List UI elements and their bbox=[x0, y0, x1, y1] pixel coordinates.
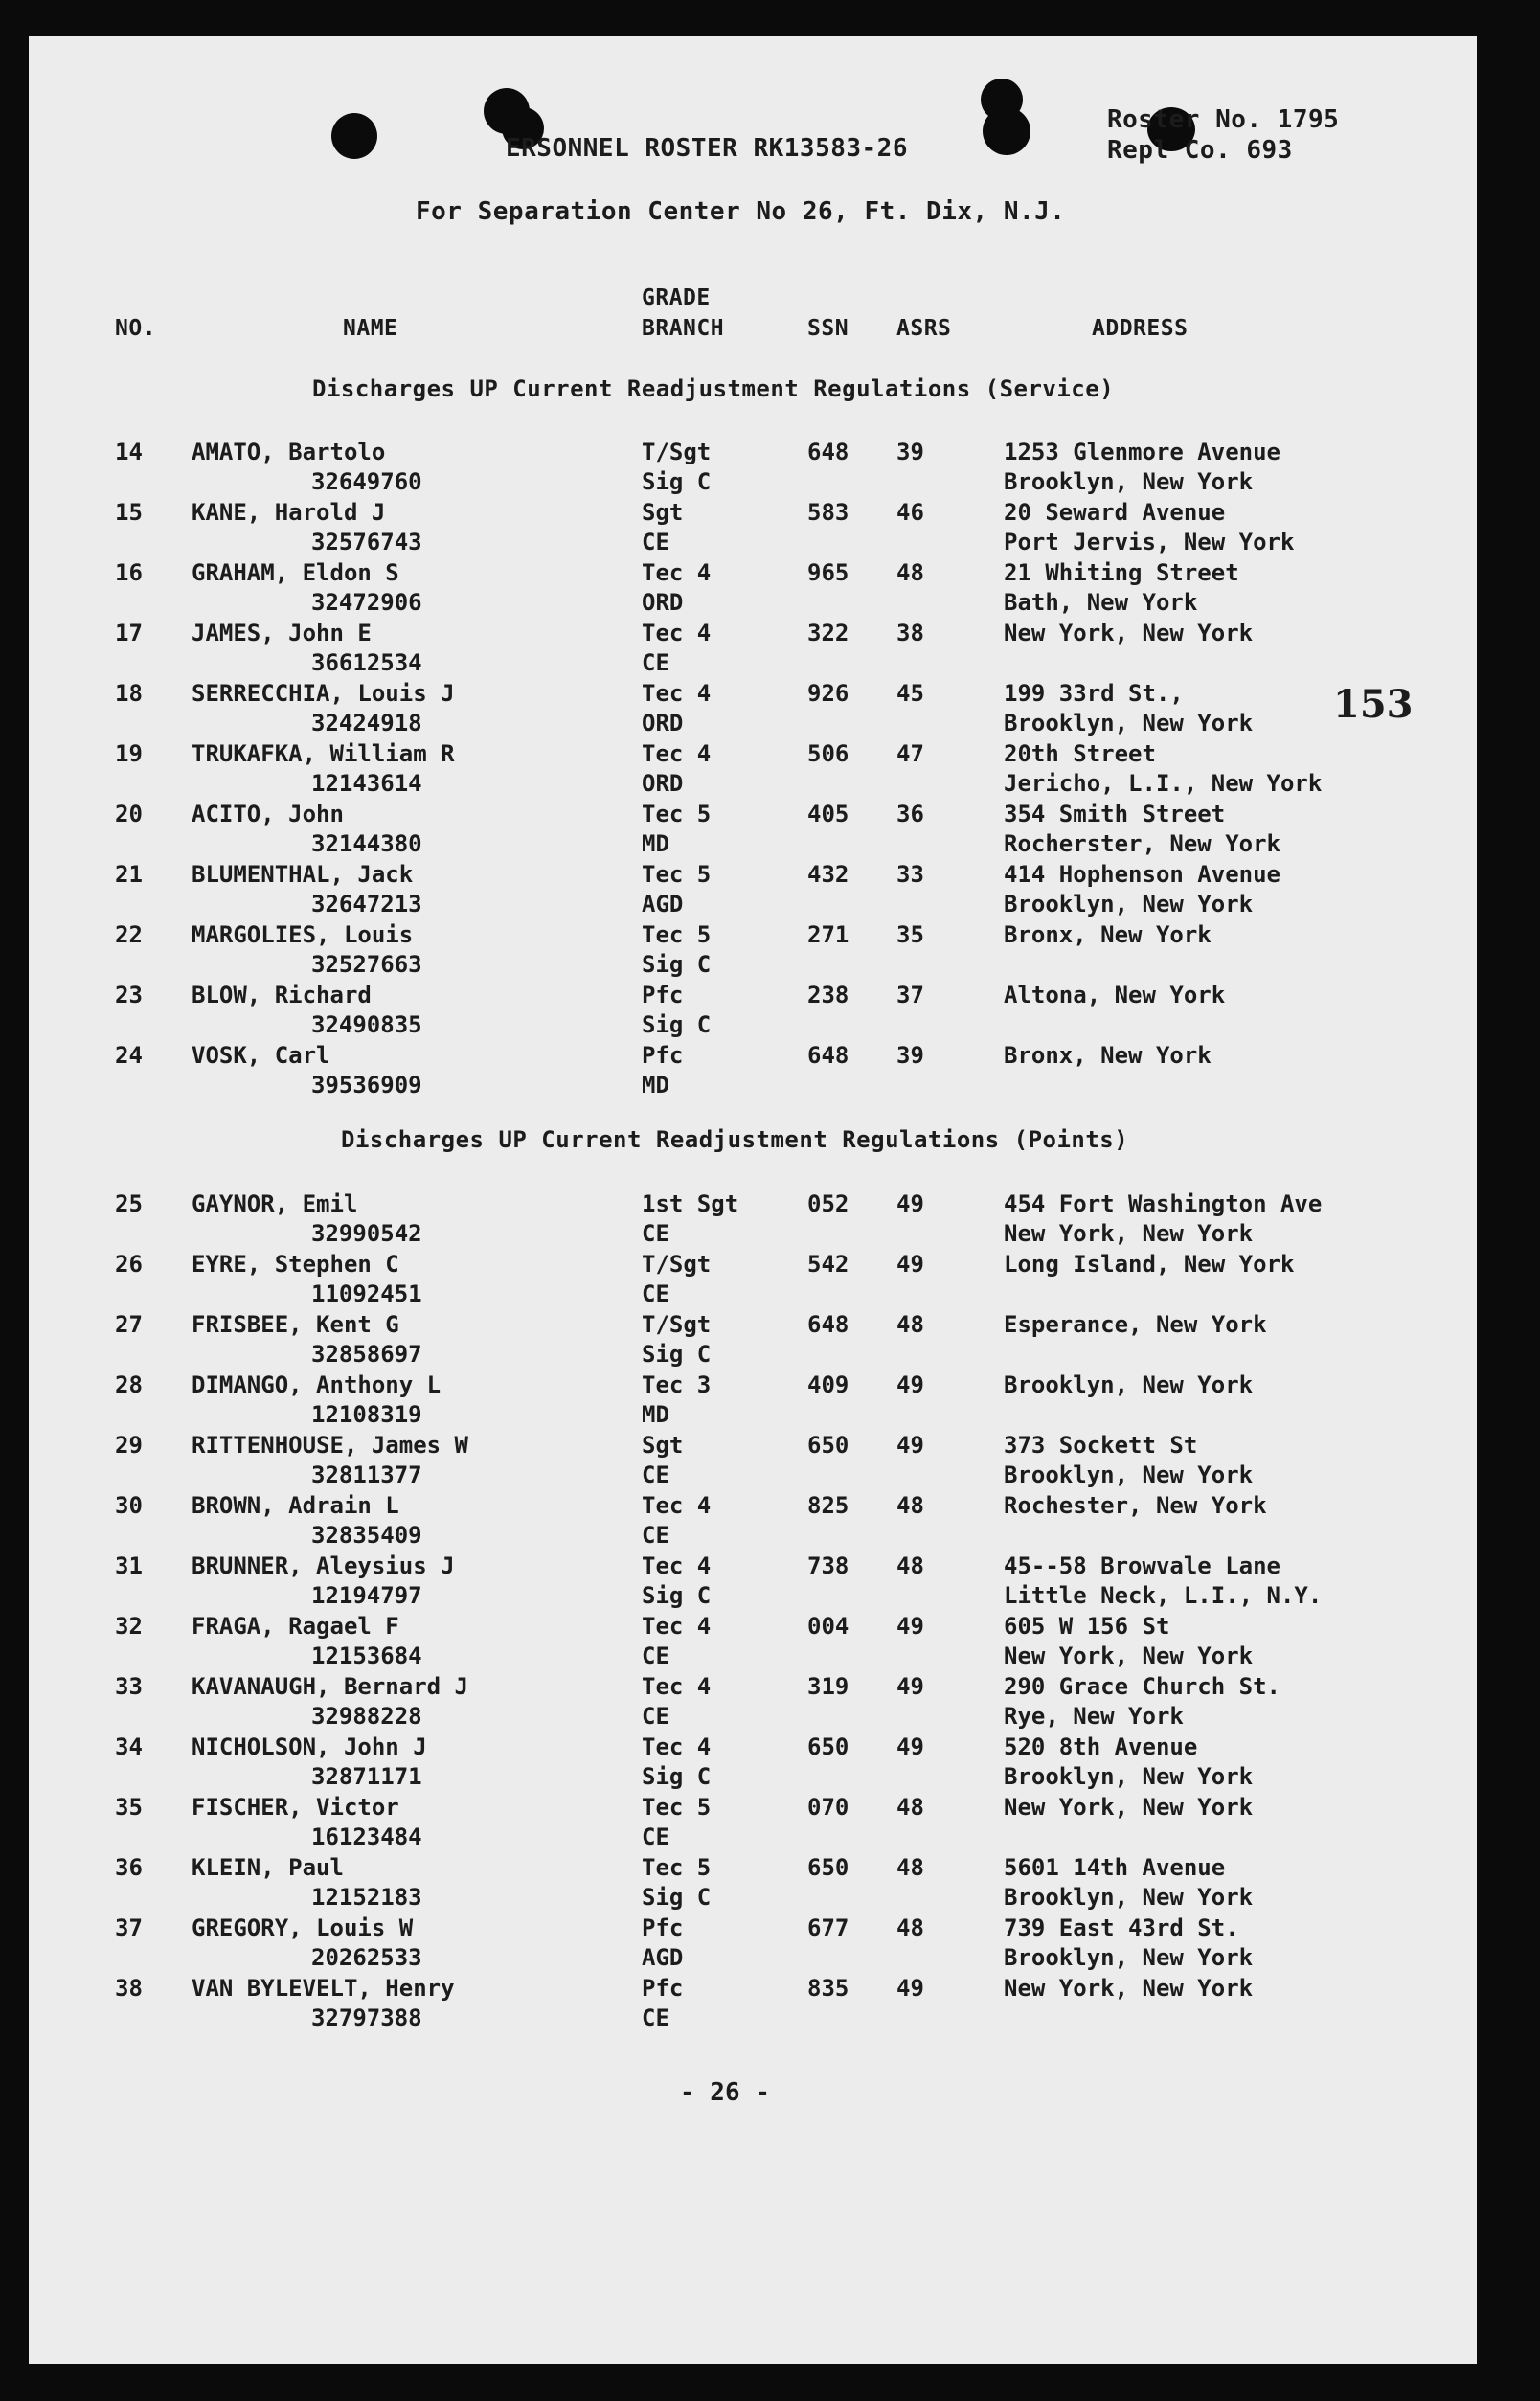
serial-number: 32835409 bbox=[311, 1522, 422, 1549]
grade: T/Sgt bbox=[642, 1311, 712, 1338]
serial-number: 32858697 bbox=[311, 1341, 422, 1368]
soldier-name: EYRE, Stephen C bbox=[192, 1251, 399, 1278]
ssn: 052 bbox=[807, 1190, 849, 1217]
roster-row bbox=[0, 920, 1540, 981]
serial-number: 36612534 bbox=[311, 649, 422, 676]
address-line-1: New York, New York bbox=[1004, 620, 1254, 646]
roster-row bbox=[0, 438, 1540, 498]
ssn: 738 bbox=[807, 1552, 849, 1579]
serial-number: 32990542 bbox=[311, 1220, 422, 1247]
asrs-score: 33 bbox=[896, 861, 924, 888]
grade: Tec 4 bbox=[642, 680, 712, 707]
soldier-name: FISCHER, Victor bbox=[192, 1794, 399, 1821]
roster-row bbox=[0, 1250, 1540, 1310]
asrs-score: 49 bbox=[896, 1613, 924, 1640]
serial-number: 39536909 bbox=[311, 1072, 422, 1099]
soldier-name: KANE, Harold J bbox=[192, 499, 386, 526]
grade: Tec 5 bbox=[642, 861, 712, 888]
soldier-name: BROWN, Adrain L bbox=[192, 1492, 399, 1519]
section-heading-points: Discharges UP Current Readjustment Regulations (Points) bbox=[341, 1126, 1129, 1153]
row-number: 22 bbox=[115, 921, 143, 948]
branch: CE bbox=[642, 1220, 669, 1247]
row-number: 38 bbox=[115, 1975, 143, 2002]
address-line-2: Brooklyn, New York bbox=[1004, 1461, 1254, 1488]
asrs-score: 49 bbox=[896, 1673, 924, 1700]
row-number: 23 bbox=[115, 982, 143, 1008]
branch: Sig C bbox=[642, 1011, 712, 1038]
address-line-1: 1253 Glenmore Avenue bbox=[1004, 439, 1280, 465]
roster-row bbox=[0, 1672, 1540, 1733]
grade: Tec 4 bbox=[642, 1552, 712, 1579]
serial-number: 12108319 bbox=[311, 1401, 422, 1428]
ssn: 583 bbox=[807, 499, 849, 526]
col-header-no: NO. bbox=[115, 316, 157, 341]
ssn: 650 bbox=[807, 1733, 849, 1760]
branch: CE bbox=[642, 1461, 669, 1488]
soldier-name: MARGOLIES, Louis bbox=[192, 921, 414, 948]
col-header-grade: GRADE bbox=[642, 285, 711, 310]
address-line-2: Jericho, L.I., New York bbox=[1004, 770, 1323, 797]
grade: 1st Sgt bbox=[642, 1190, 739, 1217]
asrs-score: 47 bbox=[896, 740, 924, 767]
asrs-score: 39 bbox=[896, 1042, 924, 1069]
col-header-ssn: SSN bbox=[807, 316, 849, 341]
address-line-1: 605 W 156 St bbox=[1004, 1613, 1170, 1640]
asrs-score: 46 bbox=[896, 499, 924, 526]
serial-number: 32527663 bbox=[311, 951, 422, 978]
address-line-1: New York, New York bbox=[1004, 1975, 1254, 2002]
address-line-1: Brooklyn, New York bbox=[1004, 1371, 1254, 1398]
roster-row bbox=[0, 1189, 1540, 1250]
address-line-1: Esperance, New York bbox=[1004, 1311, 1267, 1338]
serial-number: 12152183 bbox=[311, 1884, 422, 1911]
soldier-name: ACITO, John bbox=[192, 801, 344, 827]
serial-number: 32490835 bbox=[311, 1011, 422, 1038]
roster-row bbox=[0, 1370, 1540, 1431]
soldier-name: GREGORY, Louis W bbox=[192, 1914, 414, 1941]
row-number: 19 bbox=[115, 740, 143, 767]
branch: Sig C bbox=[642, 1884, 712, 1911]
address-line-1: 20 Seward Avenue bbox=[1004, 499, 1226, 526]
address-line-2: Bath, New York bbox=[1004, 589, 1198, 616]
roster-row bbox=[0, 619, 1540, 679]
ssn: 835 bbox=[807, 1975, 849, 2002]
branch: ORD bbox=[642, 770, 684, 797]
soldier-name: TRUKAFKA, William R bbox=[192, 740, 455, 767]
branch: Sig C bbox=[642, 468, 712, 495]
address-line-1: 5601 14th Avenue bbox=[1004, 1854, 1226, 1881]
serial-number: 12153684 bbox=[311, 1642, 422, 1669]
address-line-2: Brooklyn, New York bbox=[1004, 468, 1254, 495]
address-line-1: 520 8th Avenue bbox=[1004, 1733, 1198, 1760]
ssn: 542 bbox=[807, 1251, 849, 1278]
serial-number: 20262533 bbox=[311, 1944, 422, 1971]
serial-number: 32811377 bbox=[311, 1461, 422, 1488]
branch: CE bbox=[642, 649, 669, 676]
grade: Pfc bbox=[642, 1975, 684, 2002]
branch: CE bbox=[642, 1823, 669, 1850]
roster-title: ERSONNEL ROSTER RK13583-26 bbox=[506, 134, 908, 163]
col-header-name: NAME bbox=[343, 316, 398, 341]
grade: Tec 4 bbox=[642, 559, 712, 586]
roster-row bbox=[0, 679, 1540, 739]
asrs-score: 49 bbox=[896, 1371, 924, 1398]
soldier-name: JAMES, John E bbox=[192, 620, 372, 646]
ssn: 271 bbox=[807, 921, 849, 948]
ssn: 322 bbox=[807, 620, 849, 646]
row-number: 14 bbox=[115, 439, 143, 465]
serial-number: 16123484 bbox=[311, 1823, 422, 1850]
address-line-1: New York, New York bbox=[1004, 1794, 1254, 1821]
serial-number: 32647213 bbox=[311, 891, 422, 917]
serial-number: 32472906 bbox=[311, 589, 422, 616]
address-line-1: 290 Grace Church St. bbox=[1004, 1673, 1280, 1700]
asrs-score: 49 bbox=[896, 1251, 924, 1278]
replacement-company: Repl Co. 693 bbox=[1107, 136, 1293, 165]
roster-row bbox=[0, 1431, 1540, 1491]
ssn: 648 bbox=[807, 1042, 849, 1069]
address-line-1: Bronx, New York bbox=[1004, 921, 1212, 948]
soldier-name: GRAHAM, Eldon S bbox=[192, 559, 399, 586]
branch: CE bbox=[642, 2005, 669, 2031]
grade: Sgt bbox=[642, 1432, 684, 1459]
branch: CE bbox=[642, 1642, 669, 1669]
branch: CE bbox=[642, 529, 669, 555]
soldier-name: AMATO, Bartolo bbox=[192, 439, 386, 465]
ssn: 004 bbox=[807, 1613, 849, 1640]
row-number: 27 bbox=[115, 1311, 143, 1338]
col-header-asrs: ASRS bbox=[896, 316, 952, 341]
grade: T/Sgt bbox=[642, 439, 712, 465]
roster-row bbox=[0, 739, 1540, 800]
row-number: 32 bbox=[115, 1613, 143, 1640]
branch: Sig C bbox=[642, 1763, 712, 1790]
ssn: 648 bbox=[807, 439, 849, 465]
row-number: 36 bbox=[115, 1854, 143, 1881]
asrs-score: 35 bbox=[896, 921, 924, 948]
soldier-name: BRUNNER, Aleysius J bbox=[192, 1552, 455, 1579]
asrs-score: 48 bbox=[896, 1914, 924, 1941]
asrs-score: 37 bbox=[896, 982, 924, 1008]
address-line-2: Brooklyn, New York bbox=[1004, 891, 1254, 917]
address-line-1: 21 Whiting Street bbox=[1004, 559, 1239, 586]
address-line-2: New York, New York bbox=[1004, 1642, 1254, 1669]
roster-row bbox=[0, 1793, 1540, 1853]
row-number: 37 bbox=[115, 1914, 143, 1941]
address-line-2: Brooklyn, New York bbox=[1004, 1763, 1254, 1790]
branch: MD bbox=[642, 830, 669, 857]
address-line-1: 739 East 43rd St. bbox=[1004, 1914, 1239, 1941]
row-number: 16 bbox=[115, 559, 143, 586]
row-number: 28 bbox=[115, 1371, 143, 1398]
row-number: 24 bbox=[115, 1042, 143, 1069]
address-line-1: 373 Sockett St bbox=[1004, 1432, 1198, 1459]
page-number: - 26 - bbox=[680, 2078, 770, 2107]
roster-row bbox=[0, 981, 1540, 1041]
grade: Tec 5 bbox=[642, 921, 712, 948]
grade: Sgt bbox=[642, 499, 684, 526]
soldier-name: VOSK, Carl bbox=[192, 1042, 330, 1069]
row-number: 30 bbox=[115, 1492, 143, 1519]
roster-row bbox=[0, 1041, 1540, 1101]
ssn: 070 bbox=[807, 1794, 849, 1821]
grade: Tec 5 bbox=[642, 1854, 712, 1881]
branch: CE bbox=[642, 1280, 669, 1307]
roster-row bbox=[0, 1612, 1540, 1672]
row-number: 18 bbox=[115, 680, 143, 707]
address-line-1: 20th Street bbox=[1004, 740, 1156, 767]
grade: Tec 5 bbox=[642, 801, 712, 827]
ssn: 648 bbox=[807, 1311, 849, 1338]
branch: Sig C bbox=[642, 951, 712, 978]
ssn: 677 bbox=[807, 1914, 849, 1941]
grade: Tec 3 bbox=[642, 1371, 712, 1398]
address-line-1: 354 Smith Street bbox=[1004, 801, 1226, 827]
asrs-score: 45 bbox=[896, 680, 924, 707]
row-number: 34 bbox=[115, 1733, 143, 1760]
address-line-1: 454 Fort Washington Ave bbox=[1004, 1190, 1323, 1217]
ssn: 926 bbox=[807, 680, 849, 707]
roster-row bbox=[0, 1310, 1540, 1370]
ssn: 965 bbox=[807, 559, 849, 586]
ssn: 238 bbox=[807, 982, 849, 1008]
ssn: 506 bbox=[807, 740, 849, 767]
address-line-1: 414 Hophenson Avenue bbox=[1004, 861, 1280, 888]
roster-row bbox=[0, 800, 1540, 860]
grade: Tec 4 bbox=[642, 1613, 712, 1640]
asrs-score: 48 bbox=[896, 1552, 924, 1579]
grade: Pfc bbox=[642, 982, 684, 1008]
asrs-score: 38 bbox=[896, 620, 924, 646]
roster-row bbox=[0, 1974, 1540, 2034]
branch: Sig C bbox=[642, 1341, 712, 1368]
roster-number: Roster No. 1795 bbox=[1107, 105, 1340, 134]
soldier-name: RITTENHOUSE, James W bbox=[192, 1432, 468, 1459]
address-line-1: 45--58 Browvale Lane bbox=[1004, 1552, 1280, 1579]
asrs-score: 36 bbox=[896, 801, 924, 827]
ssn: 409 bbox=[807, 1371, 849, 1398]
address-line-1: Altona, New York bbox=[1004, 982, 1226, 1008]
serial-number: 32871171 bbox=[311, 1763, 422, 1790]
soldier-name: FRISBEE, Kent G bbox=[192, 1311, 399, 1338]
row-number: 25 bbox=[115, 1190, 143, 1217]
grade: Tec 4 bbox=[642, 620, 712, 646]
roster-subtitle: For Separation Center No 26, Ft. Dix, N.J. bbox=[416, 197, 1066, 226]
grade: Tec 4 bbox=[642, 740, 712, 767]
address-line-2: Rocherster, New York bbox=[1004, 830, 1280, 857]
roster-row bbox=[0, 860, 1540, 920]
branch: CE bbox=[642, 1522, 669, 1549]
serial-number: 12194797 bbox=[311, 1582, 422, 1609]
address-line-2: New York, New York bbox=[1004, 1220, 1254, 1247]
row-number: 21 bbox=[115, 861, 143, 888]
soldier-name: NICHOLSON, John J bbox=[192, 1733, 427, 1760]
col-header-address: ADDRESS bbox=[1092, 316, 1189, 341]
roster-row bbox=[0, 1491, 1540, 1552]
ssn: 825 bbox=[807, 1492, 849, 1519]
serial-number: 32797388 bbox=[311, 2005, 422, 2031]
grade: T/Sgt bbox=[642, 1251, 712, 1278]
address-line-2: Rye, New York bbox=[1004, 1703, 1184, 1730]
ssn: 650 bbox=[807, 1432, 849, 1459]
roster-row bbox=[0, 498, 1540, 558]
row-number: 26 bbox=[115, 1251, 143, 1278]
branch: AGD bbox=[642, 891, 684, 917]
serial-number: 32424918 bbox=[311, 710, 422, 736]
punch-hole bbox=[983, 107, 1030, 155]
branch: AGD bbox=[642, 1944, 684, 1971]
roster-row bbox=[0, 1733, 1540, 1793]
soldier-name: BLUMENTHAL, Jack bbox=[192, 861, 414, 888]
soldier-name: KAVANAUGH, Bernard J bbox=[192, 1673, 468, 1700]
roster-row bbox=[0, 1552, 1540, 1612]
branch: ORD bbox=[642, 589, 684, 616]
grade: Tec 4 bbox=[642, 1673, 712, 1700]
row-number: 29 bbox=[115, 1432, 143, 1459]
serial-number: 12143614 bbox=[311, 770, 422, 797]
asrs-score: 49 bbox=[896, 1733, 924, 1760]
row-number: 15 bbox=[115, 499, 143, 526]
address-line-2: Brooklyn, New York bbox=[1004, 1944, 1254, 1971]
grade: Tec 4 bbox=[642, 1733, 712, 1760]
col-header-branch: BRANCH bbox=[642, 316, 725, 341]
branch: ORD bbox=[642, 710, 684, 736]
serial-number: 11092451 bbox=[311, 1280, 422, 1307]
asrs-score: 49 bbox=[896, 1190, 924, 1217]
asrs-score: 49 bbox=[896, 1432, 924, 1459]
ssn: 432 bbox=[807, 861, 849, 888]
roster-row bbox=[0, 1853, 1540, 1914]
serial-number: 32649760 bbox=[311, 468, 422, 495]
address-line-2: Brooklyn, New York bbox=[1004, 1884, 1254, 1911]
address-line-2: Little Neck, L.I., N.Y. bbox=[1004, 1582, 1323, 1609]
grade: Tec 4 bbox=[642, 1492, 712, 1519]
row-number: 31 bbox=[115, 1552, 143, 1579]
branch: CE bbox=[642, 1703, 669, 1730]
asrs-score: 48 bbox=[896, 1311, 924, 1338]
address-line-2: Port Jervis, New York bbox=[1004, 529, 1295, 555]
roster-row bbox=[0, 1914, 1540, 1974]
address-line-1: Rochester, New York bbox=[1004, 1492, 1267, 1519]
soldier-name: GAYNOR, Emil bbox=[192, 1190, 358, 1217]
row-number: 20 bbox=[115, 801, 143, 827]
grade: Pfc bbox=[642, 1042, 684, 1069]
asrs-score: 48 bbox=[896, 1854, 924, 1881]
margin-number: 153 bbox=[1333, 682, 1414, 727]
soldier-name: FRAGA, Ragael F bbox=[192, 1613, 399, 1640]
punch-hole bbox=[331, 113, 377, 159]
branch: MD bbox=[642, 1401, 669, 1428]
asrs-score: 49 bbox=[896, 1975, 924, 2002]
address-line-1: Long Island, New York bbox=[1004, 1251, 1295, 1278]
asrs-score: 48 bbox=[896, 1794, 924, 1821]
asrs-score: 39 bbox=[896, 439, 924, 465]
ssn: 650 bbox=[807, 1854, 849, 1881]
soldier-name: DIMANGO, Anthony L bbox=[192, 1371, 442, 1398]
soldier-name: SERRECCHIA, Louis J bbox=[192, 680, 455, 707]
row-number: 33 bbox=[115, 1673, 143, 1700]
ssn: 319 bbox=[807, 1673, 849, 1700]
soldier-name: KLEIN, Paul bbox=[192, 1854, 344, 1881]
branch: MD bbox=[642, 1072, 669, 1099]
serial-number: 32988228 bbox=[311, 1703, 422, 1730]
asrs-score: 48 bbox=[896, 1492, 924, 1519]
section-heading-service: Discharges UP Current Readjustment Regulations (Service) bbox=[312, 375, 1115, 402]
ssn: 405 bbox=[807, 801, 849, 827]
serial-number: 32144380 bbox=[311, 830, 422, 857]
address-line-1: 199 33rd St., bbox=[1004, 680, 1184, 707]
roster-row bbox=[0, 558, 1540, 619]
serial-number: 32576743 bbox=[311, 529, 422, 555]
row-number: 35 bbox=[115, 1794, 143, 1821]
grade: Tec 5 bbox=[642, 1794, 712, 1821]
branch: Sig C bbox=[642, 1582, 712, 1609]
address-line-2: Brooklyn, New York bbox=[1004, 710, 1254, 736]
address-line-1: Bronx, New York bbox=[1004, 1042, 1212, 1069]
row-number: 17 bbox=[115, 620, 143, 646]
grade: Pfc bbox=[642, 1914, 684, 1941]
soldier-name: BLOW, Richard bbox=[192, 982, 372, 1008]
asrs-score: 48 bbox=[896, 559, 924, 586]
soldier-name: VAN BYLEVELT, Henry bbox=[192, 1975, 455, 2002]
